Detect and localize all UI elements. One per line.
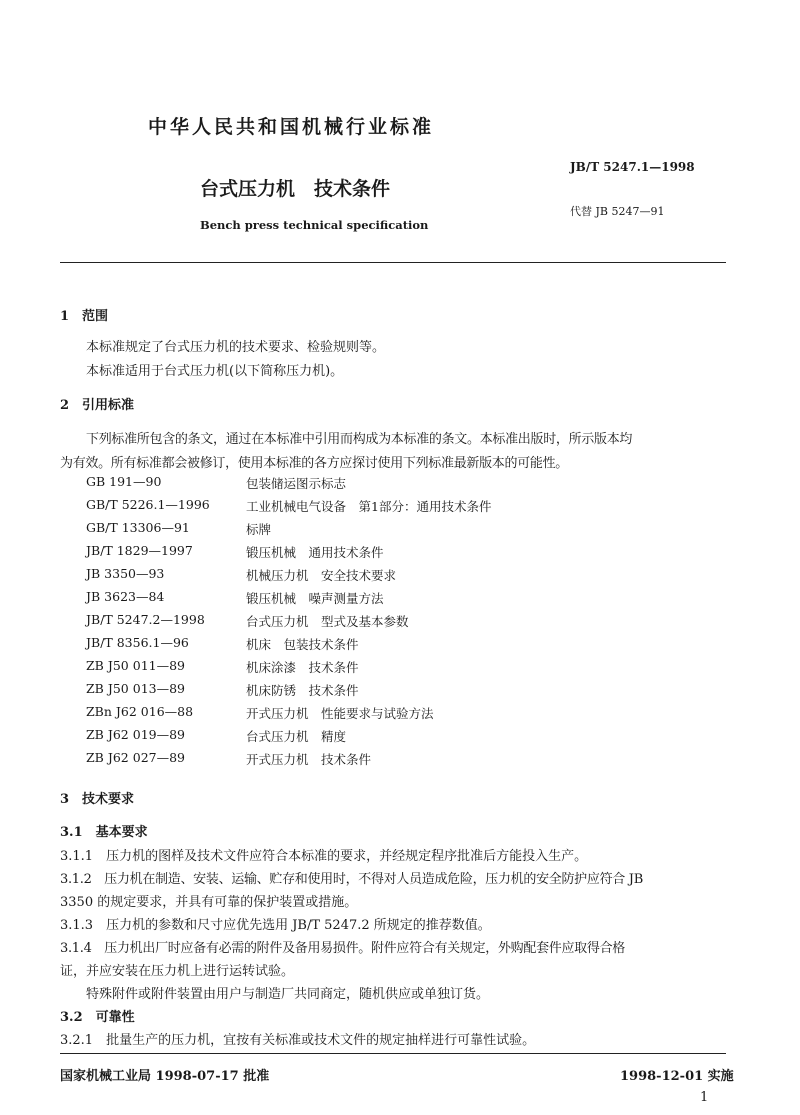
clause-3-1-3: 3.1.3 压力机的参数和尺寸应优先选用 JB/T 5247.2 所规定的推荐数值。 <box>60 918 491 933</box>
reference-title: 机械压力机 安全技术要求 <box>246 568 397 583</box>
reference-title: 机床防锈 技术条件 <box>246 683 359 698</box>
reference-title: 开式压力机 性能要求与试验方法 <box>246 706 434 721</box>
reference-code: GB 191—90 <box>86 474 162 489</box>
reference-title: 机床涂漆 技术条件 <box>246 660 359 675</box>
reference-title: 开式压力机 技术条件 <box>246 752 372 767</box>
page-number: 1 <box>700 1090 709 1105</box>
title-english: Bench press technical specification <box>200 218 429 232</box>
reference-title: 包装储运图示标志 <box>246 476 347 491</box>
subsection-heading: 3.1 基本要求 <box>60 825 148 840</box>
reference-code: JB 3623—84 <box>86 589 165 604</box>
paragraph: 下列标准所包含的条文，通过在本标准中引用而构成为本标准的条文。本标准出版时，所示版本均 <box>86 432 633 447</box>
effective-date: 1998-12-01 实施 <box>620 1069 734 1084</box>
clause-3-1-4-cont: 证，并应安装在压力机上进行运转试验。 <box>60 964 295 979</box>
reference-item <box>86 566 726 588</box>
reference-item <box>86 474 726 496</box>
reference-title: 锻压机械 通用技术条件 <box>246 545 384 560</box>
reference-title: 台式压力机 型式及基本参数 <box>246 614 409 629</box>
header-divider <box>60 262 726 263</box>
replaces-note: 代替 JB 5247—91 <box>570 205 665 218</box>
reference-code: JB/T 5247.2—1998 <box>86 612 205 627</box>
reference-code: ZBn J62 016—88 <box>86 704 194 719</box>
reference-code: ZB J50 013—89 <box>86 681 185 696</box>
reference-item <box>86 612 726 634</box>
reference-code: JB/T 8356.1—96 <box>86 635 189 650</box>
reference-code: GB/T 13306—91 <box>86 520 190 535</box>
section-heading: 2 引用标准 <box>60 398 135 413</box>
reference-item <box>86 497 726 519</box>
clause-3-1-1: 3.1.1 压力机的图样及技术文件应符合本标准的要求，并经规定程序批准后方能投入生产。 <box>60 849 588 864</box>
reference-item <box>86 727 726 749</box>
reference-item <box>86 589 726 611</box>
reference-item <box>86 750 726 772</box>
reference-item <box>86 635 726 657</box>
reference-code: ZB J62 027—89 <box>86 750 185 765</box>
reference-item <box>86 520 726 542</box>
title-chinese: 台式压力机 技术条件 <box>200 178 391 200</box>
subsection-heading: 3.2 可靠性 <box>60 1010 135 1025</box>
standard-number: JB/T 5247.1—1998 <box>570 160 695 174</box>
paragraph: 本标准规定了台式压力机的技术要求、检验规则等。 <box>86 340 386 355</box>
reference-title: 锻压机械 噪声测量方法 <box>246 591 384 606</box>
reference-code: ZB J62 019—89 <box>86 727 185 742</box>
reference-code: GB/T 5226.1—1996 <box>86 497 210 512</box>
clause-3-1-2-cont: 3350 的规定要求，并具有可靠的保护装置或措施。 <box>60 895 358 910</box>
section-heading: 3 技术要求 <box>60 792 135 807</box>
paragraph: 本标准适用于台式压力机(以下简称压力机)。 <box>86 364 344 379</box>
clause-3-1-2: 3.1.2 压力机在制造、安装、运输、贮存和使用时，不得对人员造成危险，压力机的安全防护应符合 JB <box>60 872 643 887</box>
reference-title: 机床 包装技术条件 <box>246 637 359 652</box>
paragraph: 为有效。所有标准都会被修订，使用本标准的各方应探讨使用下列标准最新版本的可能性。 <box>60 456 569 471</box>
footer-divider <box>60 1053 726 1054</box>
reference-title: 台式压力机 精度 <box>246 729 347 744</box>
issuing-organization: 中华人民共和国机械行业标准 <box>148 116 435 138</box>
reference-code: ZB J50 011—89 <box>86 658 185 673</box>
reference-title: 标牌 <box>246 522 272 537</box>
reference-item <box>86 658 726 680</box>
reference-item <box>86 681 726 703</box>
approval-date: 国家机械工业局 1998-07-17 批准 <box>60 1069 270 1084</box>
clause-3-1-4: 3.1.4 压力机出厂时应备有必需的附件及备用易损件。附件应符合有关规定，外购配套件应取得合格 <box>60 941 625 956</box>
reference-title: 工业机械电气设备 第1部分：通用技术条件 <box>246 499 492 514</box>
reference-item <box>86 543 726 565</box>
clause-3-2-1: 3.2.1 批量生产的压力机，宜按有关标准或技术文件的规定抽样进行可靠性试验。 <box>60 1033 536 1048</box>
reference-code: JB/T 1829—1997 <box>86 543 193 558</box>
reference-item <box>86 704 726 726</box>
reference-code: JB 3350—93 <box>86 566 165 581</box>
clause-3-1-4-para2: 特殊附件或附件装置由用户与制造厂共同商定，随机供应或单独订货。 <box>86 987 490 1002</box>
section-heading: 1 范围 <box>60 309 109 324</box>
